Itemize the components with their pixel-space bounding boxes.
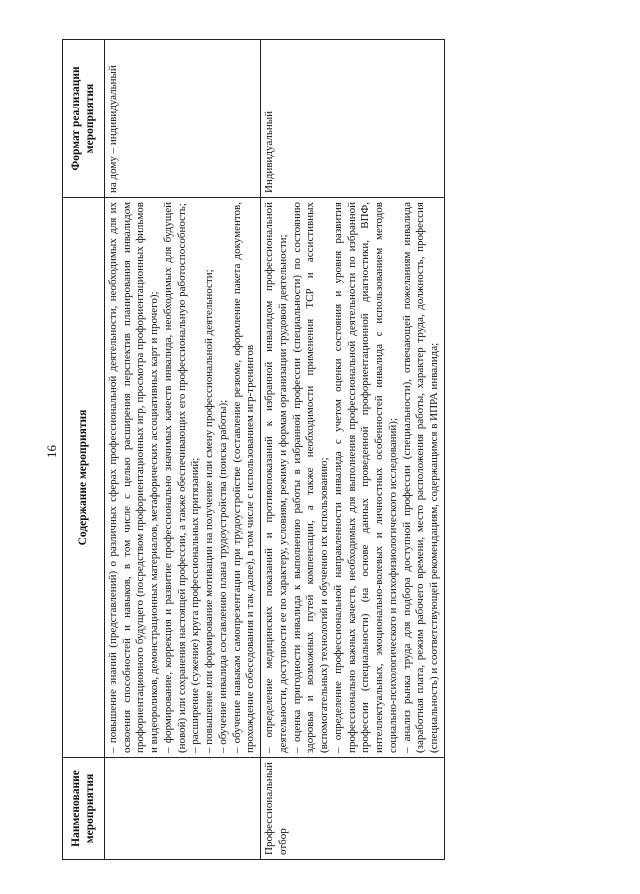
table-row [104, 40, 260, 860]
table-row [261, 40, 445, 860]
list-item: – повышение знаний (представлений) о различных сферах профессиональной деятельности, необходимых для их освоения способностей и навыков, в том числе с целью расширения перспектив планирования инвалидом профориентационного будущего (посредством профориентационных игр, просмотра профориентационных фильмов и видеороликов, демонстрационных материалов, метафорических ассоциативных карт и прочего); [106, 202, 160, 753]
row-name-cell [104, 758, 260, 860]
header-name: Наименование мероприятия [63, 758, 105, 860]
row-name-cell: Профессиональный отбор [261, 758, 445, 860]
list-item: – повышение или формирование мотивации на получение или смену профессиональной деятельности; [203, 269, 215, 753]
header-format: Формат реализации мероприятия [63, 40, 105, 198]
list-item: – формирование, коррекция и развитие профессионально значимых качеств инвалида, необходимых для будущей (новой) или сохранения настоящей профессии, а также обеспечивающих его профессиональную работоспособность; [161, 202, 188, 753]
measures-table [62, 39, 445, 860]
list-item: – оценка пригодности инвалида к выполнению работы в избранной профессии (специальности) по состоянию здоровья и возможных путей компенсации, а также необходимости применения ТСР и ассистивных (вспомогательных) технологий и обучению их использованию; [290, 202, 330, 753]
page-number: 16 [44, 445, 59, 458]
row-format-cell: на дому – индивидуальный [104, 40, 260, 198]
row-content-cell [261, 198, 445, 758]
list-item: – определение профессиональной направленности инвалида с учетом оценки состояния и уровня развития профессионально важных качеств, необходимых для выполнения профессиональной деятельности по избранной профессии (специальности) (на основе данных проведенной профориентационной диагностики, ВПФ, интеллектуальных, эмоционально-волевых и личностных особенностей инвалида с использованием методов социально-психологического и психофизиологического исследований); [331, 202, 399, 753]
list-item: – расширение (сужение) круга профессиональных притязаний; [189, 457, 202, 753]
list-item: – определение медицинских показаний и противопоказаний к избранной инвалидом профессиональной деятельности, доступности ее по характеру, условиям, режиму и формам организации трудовой деятельности; [263, 202, 289, 753]
row-format-cell: Индивидуальный [261, 40, 445, 198]
header-content: Содержание мероприятия [63, 198, 105, 758]
row-content-cell [104, 198, 260, 758]
table-header-row [63, 40, 105, 860]
list-item: – анализ рынка труда для подбора доступной профессии (специальности), отвечающей пожеланиям инвалида (заработная плата, режим рабочего времени, место расположения работы, характер труда, должность, профессия (специальность) и соответствующей рекомендациям, содержащимся в ИПРА инвалида; [400, 202, 440, 753]
list-item: – обучение навыкам самопрезентации при трудоустройстве (составление резюме, оформление пакета документов, прохождение собеседования и так далее), в том числе с использованием игр-тренингов [230, 202, 257, 753]
list-item: – обучение инвалида составлению плана трудоустройства (поиска работы); [216, 399, 229, 753]
